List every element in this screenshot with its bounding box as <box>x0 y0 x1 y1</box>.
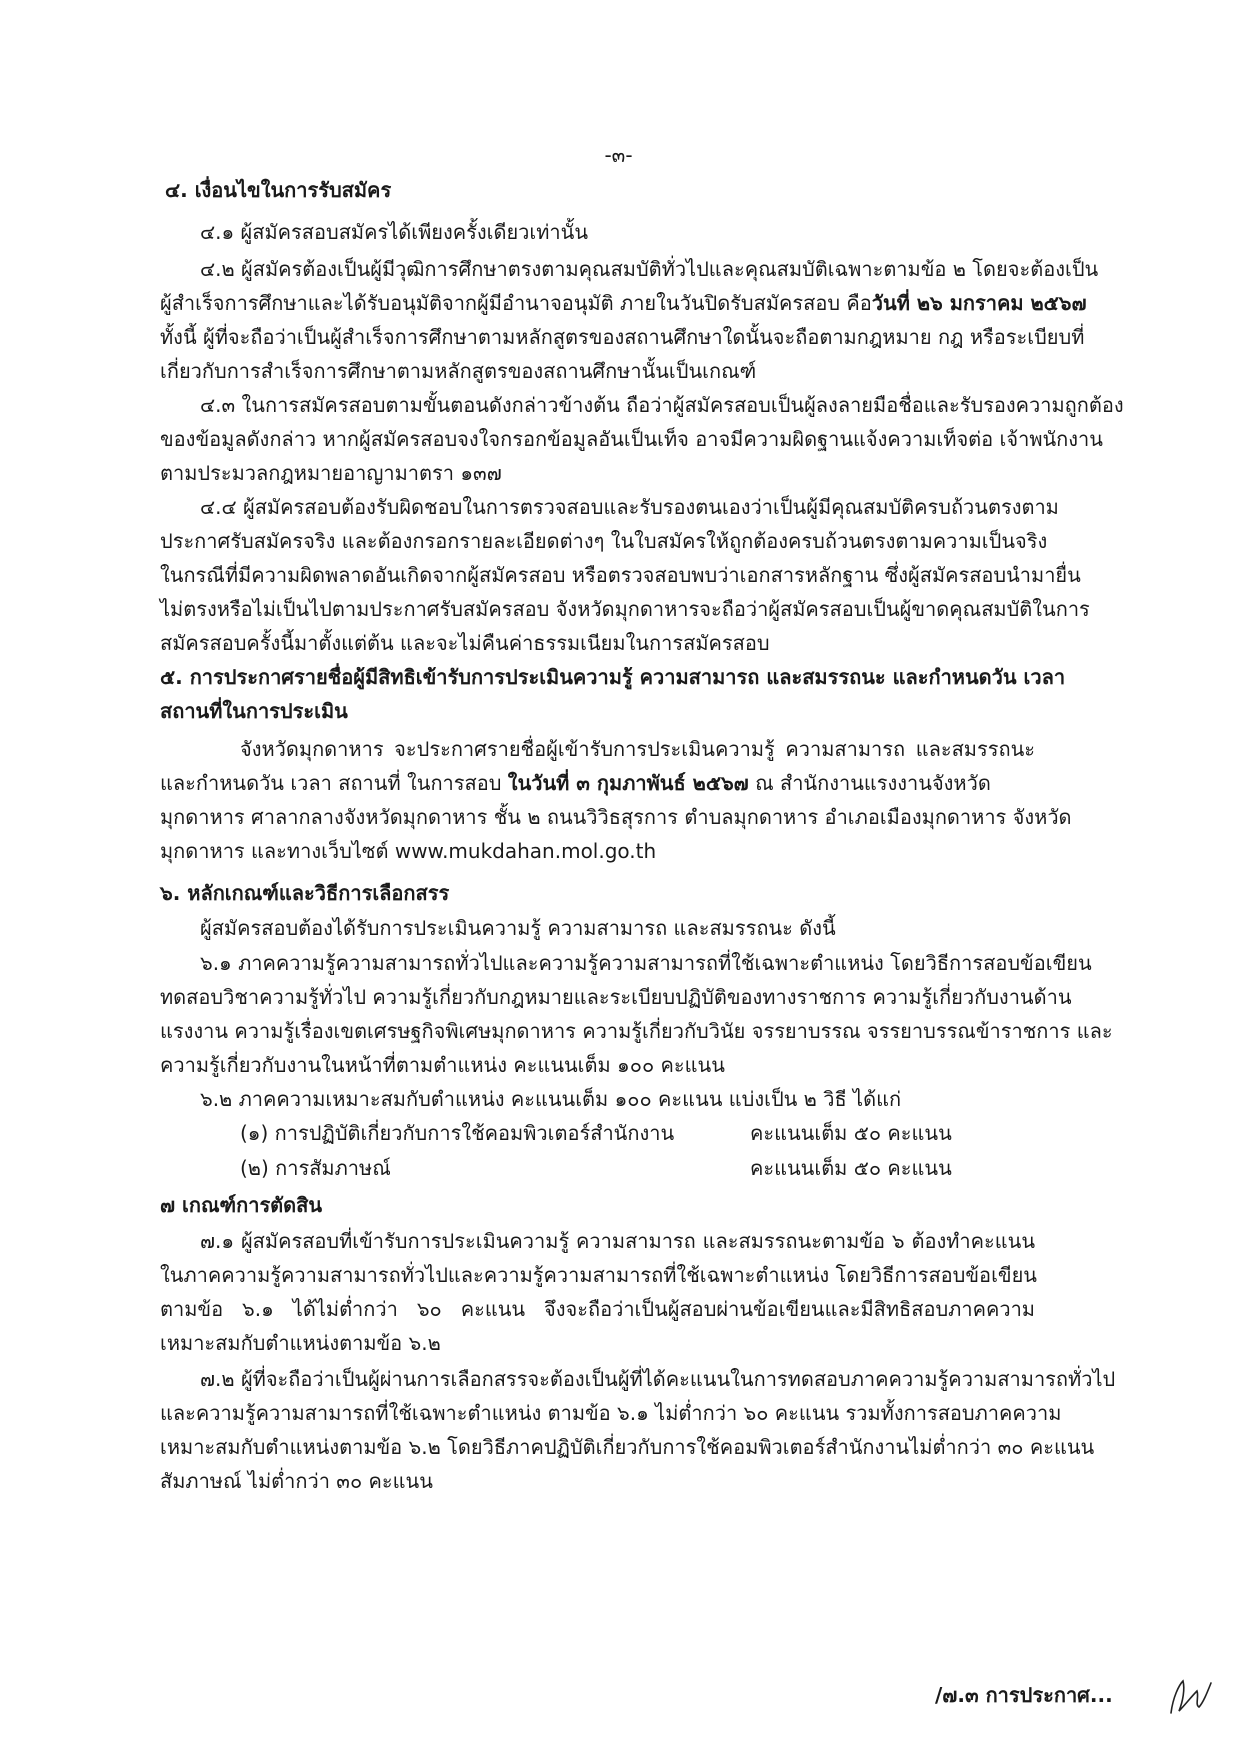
clause-6-2: ๖.๒ ภาคความเหมาะสมกับตำแหน่ง คะแนนเต็ม ๑๐๐ คะแนน แบ่งเป็น ๒ วิธี ได้แก่ <box>200 1087 902 1111</box>
clause-6-1-line-4: ความรู้เกี่ยวกับงานในหน้าที่ตามตำแหน่ง คะแนนเต็ม ๑๐๐ คะแนน <box>160 1053 725 1077</box>
clause-6-1-line-1: ๖.๑ ภาคความรู้ความสามารถทั่วไปและความรู้ความสามารถที่ใช้เฉพาะตำแหน่ง โดยวิธีการสอบข้อเขียน <box>200 951 1092 975</box>
item-2-score: คะแนนเต็ม ๕๐ คะแนน <box>750 1156 952 1180</box>
section-7-heading: ๗ เกณฑ์การตัดสิน <box>160 1193 323 1217</box>
clause-7-2-line-1: ๗.๒ ผู้ที่จะถือว่าเป็นผู้ผ่านการเลือกสรรจะต้องเป็นผู้ที่ได้คะแนนในการทดสอบภาคความรู้ความสามารถทั่วไป <box>200 1367 1116 1391</box>
clause-4-4-line-2: ประกาศรับสมัครจริง และต้องกรอกรายละเอียดต่างๆ ในใบสมัครให้ถูกต้องครบถ้วนตรงตามความเป็นจริง <box>160 529 1048 553</box>
continuation-text: /๗.๓ การประกาศ... <box>935 1683 1113 1707</box>
section-5-body-text: และกำหนดวัน เวลา สถานที่ ในการสอบ <box>160 771 508 795</box>
item-1-score: คะแนนเต็ม ๕๐ คะแนน <box>750 1121 952 1145</box>
announcement-date: ในวันที่ ๓ กุมภาพันธ์ ๒๕๖๗ <box>507 771 749 795</box>
section-5-body-location: ณ สำนักงานแรงงานจังหวัด <box>748 771 991 795</box>
section-5-heading-line-1: ๕. การประกาศรายชื่อผู้มีสิทธิเข้ารับการประเมินความรู้ ความสามารถ และสมรรถนะ และกำหนดวัน เวลา <box>160 665 1066 689</box>
section-5-body-line-4: มุกดาหาร และทางเว็บไซต์ www.mukdahan.mol.go.th <box>160 839 657 863</box>
clause-7-2-line-4: สัมภาษณ์ ไม่ต่ำกว่า ๓๐ คะแนน <box>160 1469 433 1493</box>
clause-4-3-line-2: ของข้อมูลดังกล่าว หากผู้สมัครสอบจงใจกรอกข้อมูลอันเป็นเท็จ อาจมีความผิดฐานแจ้งความเท็จต่อ เจ้าพนักงาน <box>160 427 1103 451</box>
clause-7-2-line-3: เหมาะสมกับตำแหน่งตามข้อ ๖.๒ โดยวิธีภาคปฏิบัติเกี่ยวกับการใช้คอมพิวเตอร์สำนักงานไม่ต่ำกว่า ๓๐ คะแนน <box>160 1435 1095 1459</box>
clause-4-2-line-4: เกี่ยวกับการสำเร็จการศึกษาตามหลักสูตรของสถานศึกษานั้นเป็นเกณฑ์ <box>160 359 757 383</box>
clause-7-2-line-2: และความรู้ความสามารถที่ใช้เฉพาะตำแหน่ง ตามข้อ ๖.๑ ไม่ต่ำกว่า ๖๐ คะแนน รวมทั้งการสอบภาคความ <box>160 1401 1062 1425</box>
item-2-label: (๒) การสัมภาษณ์ <box>240 1156 391 1180</box>
clause-4-3-line-3: ตามประมวลกฎหมายอาญามาตรา ๑๓๗ <box>160 461 502 485</box>
page-number: -๓- <box>604 143 633 167</box>
section-4-heading: ๔. เงื่อนไขในการรับสมัคร <box>165 178 392 202</box>
clause-4-4-line-4: ไม่ตรงหรือไม่เป็นไปตามประกาศรับสมัครสอบ จังหวัดมุกดาหารจะถือว่าผู้สมัครสอบเป็นผู้ขาดคุณสมบัติในการ <box>160 597 1090 621</box>
section-5-heading-line-2: สถานที่ในการประเมิน <box>160 699 348 723</box>
clause-6-1-line-2: ทดสอบวิชาความรู้ทั่วไป ความรู้เกี่ยวกับกฎหมายและระเบียบปฏิบัติของทางราชการ ความรู้เกี่ยวกับงานด้าน <box>160 985 1072 1009</box>
handwritten-initials <box>1165 1675 1215 1719</box>
clause-6-1-line-3: แรงงาน ความรู้เรื่องเขตเศรษฐกิจพิเศษมุกดาหาร ความรู้เกี่ยวกับวินัย จรรยาบรรณ จรรยาบรรณข้าราชการ และ <box>160 1019 1113 1043</box>
clause-4-4-line-5: สมัครสอบครั้งนี้มาตั้งแต่ต้น และจะไม่คืนค่าธรรมเนียมในการสมัครสอบ <box>160 631 770 655</box>
clause-4-3-line-1: ๔.๓ ในการสมัครสอบตามขั้นตอนดังกล่าวข้างต้น ถือว่าผู้สมัครสอบเป็นผู้ลงลายมือชื่อและรับรองความถูกต้อง <box>200 393 1124 417</box>
clause-4-2-line-2 <box>160 288 1087 318</box>
section-5-body-line-3: มุกดาหาร ศาลากลางจังหวัดมุกดาหาร ชั้น ๒ ถนนวิวิธสุรการ ตำบลมุกดาหาร อำเภอเมืองมุกดาหาร จังหวัด <box>160 805 1072 829</box>
section-5-body-line-1: จังหวัดมุกดาหาร จะประกาศรายชื่อผู้เข้ารับการประเมินความรู้ ความสามารถ และสมรรถนะ <box>240 737 1035 761</box>
clause-7-1-line-2: ในภาคความรู้ความสามารถทั่วไปและความรู้ความสามารถที่ใช้เฉพาะตำแหน่ง โดยวิธีการสอบข้อเขียน <box>160 1263 1037 1287</box>
clause-4-2-line-3: ทั้งนี้ ผู้ที่จะถือว่าเป็นผู้สำเร็จการศึกษาตามหลักสูตรของสถานศึกษาใดนั้นจะถือตามกฎหมาย กฎ หรือระเบียบที่ <box>160 325 1085 349</box>
section-6-heading: ๖. หลักเกณฑ์และวิธีการเลือกสรร <box>160 881 450 905</box>
clause-4-4-line-3: ในกรณีที่มีความผิดพลาดอันเกิดจากผู้สมัครสอบ หรือตรวจสอบพบว่าเอกสารหลักฐาน ซึ่งผู้สมัครสอบนำมายื่น <box>160 563 1081 587</box>
clause-4-2-line-1: ๔.๒ ผู้สมัครต้องเป็นผู้มีวุฒิการศึกษาตรงตามคุณสมบัติทั่วไปและคุณสมบัติเฉพาะตามข้อ ๒ โดยจะต้องเป็น <box>200 257 1099 281</box>
clause-4-1: ๔.๑ ผู้สมัครสอบสมัครได้เพียงครั้งเดียวเท่านั้น <box>200 220 589 244</box>
clause-4-4-line-1: ๔.๔ ผู้สมัครสอบต้องรับผิดชอบในการตรวจสอบและรับรองตนเองว่าเป็นผู้มีคุณสมบัติครบถ้วนตรงตาม <box>200 495 1059 519</box>
item-1-label: (๑) การปฏิบัติเกี่ยวกับการใช้คอมพิวเตอร์สำนักงาน <box>240 1121 675 1145</box>
clause-7-1-line-3: ตามข้อ ๖.๑ ได้ไม่ต่ำกว่า ๖๐ คะแนน จึงจะถือว่าเป็นผู้สอบผ่านข้อเขียนและมีสิทธิสอบภาคความ <box>160 1297 1035 1321</box>
section-6-intro: ผู้สมัครสอบต้องได้รับการประเมินความรู้ ความสามารถ และสมรรถนะ ดังนี้ <box>200 916 836 940</box>
section-5-body-line-2 <box>160 768 991 798</box>
closing-date: วันที่ ๒๖ มกราคม ๒๕๖๗ <box>871 291 1087 315</box>
clause-4-2-text: ผู้สำเร็จการศึกษาและได้รับอนุมัติจากผู้มีอำนาจอนุมัติ ภายในวันปิดรับสมัครสอบ คือ <box>160 291 872 315</box>
clause-7-1-line-4: เหมาะสมกับตำแหน่งตามข้อ ๖.๒ <box>160 1331 441 1355</box>
clause-7-1-line-1: ๗.๑ ผู้สมัครสอบที่เข้ารับการประเมินความรู้ ความสามารถ และสมรรถนะตามข้อ ๖ ต้องทำคะแนน <box>200 1229 1035 1253</box>
